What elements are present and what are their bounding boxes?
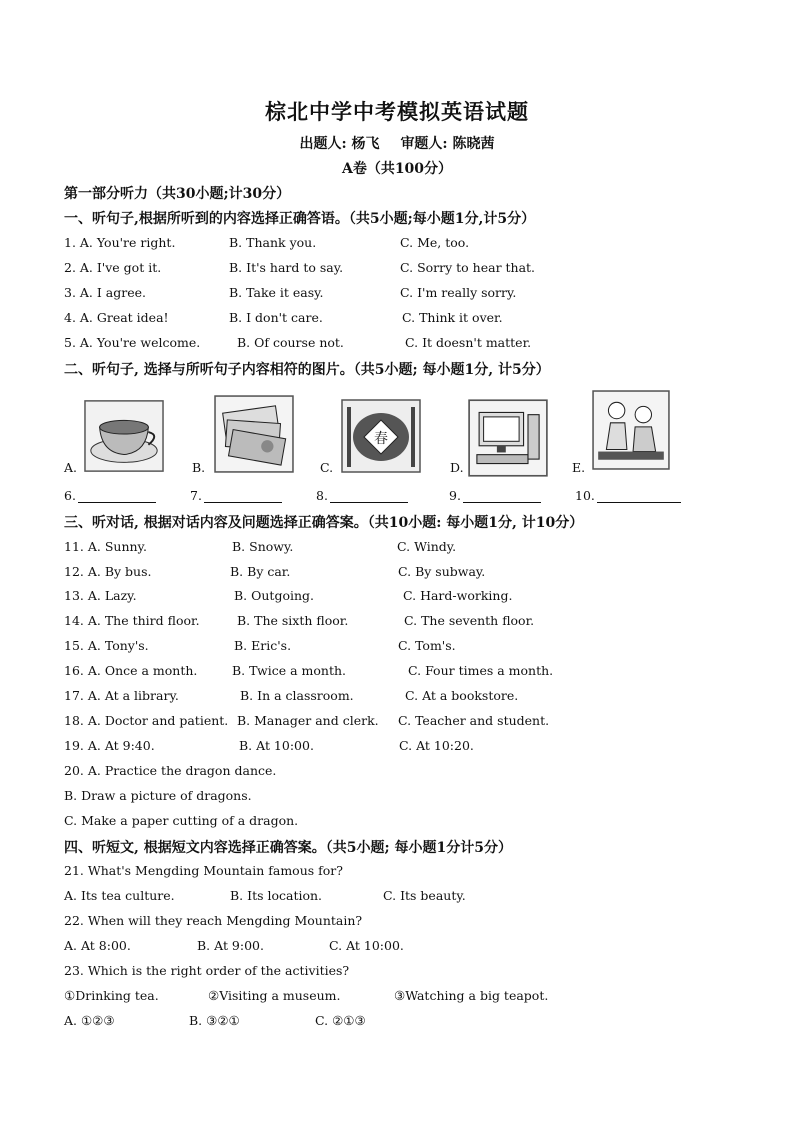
answer-blank-6-label: 6. xyxy=(64,488,76,503)
q23-option-c: C. ②①③ xyxy=(315,1013,366,1028)
q22-option-b: B. At 9:00. xyxy=(197,938,264,953)
q15-option-a: 15. A. Tony's. xyxy=(64,638,149,653)
q4-option-c: C. Think it over. xyxy=(402,310,503,325)
spring-festival-icon xyxy=(341,396,421,476)
answer-blank-9-label: 9. xyxy=(449,488,461,503)
q5-option-a: 5. A. You're welcome. xyxy=(64,335,201,350)
q21-question: 21. What's Mengding Mountain famous for? xyxy=(64,863,343,878)
reviewer: 审题人: 陈晓茜 xyxy=(400,136,495,152)
answer-blank-9[interactable] xyxy=(449,488,541,503)
authors-line xyxy=(0,133,794,153)
q13-option-a: 13. A. Lazy. xyxy=(64,588,137,603)
q2-option-b: B. It's hard to say. xyxy=(229,260,344,275)
answer-blank-10-label: 10. xyxy=(575,488,595,503)
answer-blank-7-label: 7. xyxy=(190,488,202,503)
computer-icon xyxy=(468,398,548,478)
q18-option-a: 18. A. Doctor and patient. xyxy=(64,713,229,728)
q16-option-b: B. Twice a month. xyxy=(232,663,346,678)
q16-option-a: 16. A. Once a month. xyxy=(64,663,198,678)
section1-heading: 一、听句子,根据所听到的内容选择正确答语。（共5小题;每小题1分,计5分） xyxy=(64,211,536,227)
q17-option-a: 17. A. At a library. xyxy=(64,688,179,703)
q4-option-b: B. I don't care. xyxy=(229,310,323,325)
answer-blank-8-label: 8. xyxy=(316,488,328,503)
q20-option-b: B. Draw a picture of dragons. xyxy=(64,788,252,803)
picture-e-label: E. xyxy=(572,460,586,475)
q14-option-c: C. The seventh floor. xyxy=(404,613,535,628)
q12-option-c: C. By subway. xyxy=(398,564,486,579)
page-title: 棕北中学中考模拟英语试题 xyxy=(265,99,529,124)
q13-option-c: C. Hard-working. xyxy=(403,588,513,603)
q21-option-a: A. Its tea culture. xyxy=(64,888,175,903)
elderly-couple-icon xyxy=(591,390,671,470)
picture-d-label: D. xyxy=(450,460,464,475)
answer-blank-10[interactable] xyxy=(575,488,681,503)
banknotes-icon xyxy=(214,394,294,474)
q1-option-c: C. Me, too. xyxy=(400,235,470,250)
q23-option-b: B. ③②① xyxy=(189,1013,240,1028)
q11-option-a: 11. A. Sunny. xyxy=(64,539,147,554)
q1-option-a: 1. A. You're right. xyxy=(64,235,176,250)
section4-heading: 四、听短文, 根据短文内容选择正确答案。（共5小题; 每小题1分计5分） xyxy=(64,840,513,856)
q16-option-c: C. Four times a month. xyxy=(408,663,554,678)
q12-option-a: 12. A. By bus. xyxy=(64,564,152,579)
q17-option-c: C. At a bookstore. xyxy=(405,688,519,703)
q5-option-b: B. Of course not. xyxy=(237,335,344,350)
section3-heading: 三、听对话, 根据对话内容及问题选择正确答案。（共10小题: 每小题1分, 计10分） xyxy=(64,515,584,531)
q21-option-c: C. Its beauty. xyxy=(383,888,466,903)
q23-option-a: A. ①②③ xyxy=(64,1013,115,1028)
q11-option-c: C. Windy. xyxy=(397,539,457,554)
q3-option-b: B. Take it easy. xyxy=(229,285,324,300)
part1-heading: 第一部分听力（共30小题;计30分） xyxy=(64,186,291,202)
answer-blank-7[interactable] xyxy=(190,488,282,503)
q14-option-a: 14. A. The third floor. xyxy=(64,613,200,628)
answer-blank-8[interactable] xyxy=(316,488,408,503)
q22-question: 22. When will they reach Mengding Mountain? xyxy=(64,913,363,928)
q19-option-c: C. At 10:20. xyxy=(399,738,474,753)
answer-blank-6[interactable] xyxy=(64,488,156,503)
q3-option-c: C. I'm really sorry. xyxy=(400,285,517,300)
q2-option-a: 2. A. I've got it. xyxy=(64,260,162,275)
q19-option-b: B. At 10:00. xyxy=(239,738,314,753)
q15-option-b: B. Eric's. xyxy=(234,638,292,653)
q5-option-c: C. It doesn't matter. xyxy=(405,335,532,350)
q15-option-c: C. Tom's. xyxy=(398,638,456,653)
q23-activity-1: ①Drinking tea. xyxy=(64,988,159,1003)
q3-option-a: 3. A. I agree. xyxy=(64,285,146,300)
picture-a-label: A. xyxy=(64,460,78,475)
q20-option-a: 20. A. Practice the dragon dance. xyxy=(64,763,277,778)
volume-label: A卷（共100分） xyxy=(341,161,453,177)
section2-heading: 二、听句子, 选择与所听句子内容相符的图片。（共5小题; 每小题1分, 计5分） xyxy=(64,362,550,378)
q23-activity-3: ③Watching a big teapot. xyxy=(394,988,549,1003)
q1-option-b: B. Thank you. xyxy=(229,235,317,250)
picture-c-label: C. xyxy=(320,460,334,475)
teacup-icon xyxy=(84,396,164,476)
q4-option-a: 4. A. Great idea! xyxy=(64,310,169,325)
q13-option-b: B. Outgoing. xyxy=(234,588,315,603)
q21-option-b: B. Its location. xyxy=(230,888,323,903)
q2-option-c: C. Sorry to hear that. xyxy=(400,260,536,275)
q22-option-a: A. At 8:00. xyxy=(64,938,131,953)
q14-option-b: B. The sixth floor. xyxy=(237,613,349,628)
q12-option-b: B. By car. xyxy=(230,564,291,579)
picture-b-label: B. xyxy=(192,460,206,475)
q18-option-c: C. Teacher and student. xyxy=(398,713,550,728)
setter: 出题人: 杨飞 xyxy=(299,136,380,152)
svg-text:春: 春 xyxy=(374,431,388,447)
q11-option-b: B. Snowy. xyxy=(232,539,294,554)
q18-option-b: B. Manager and clerk. xyxy=(237,713,379,728)
q23-activity-2: ②Visiting a museum. xyxy=(208,988,341,1003)
q20-option-c: C. Make a paper cutting of a dragon. xyxy=(64,813,299,828)
q19-option-a: 19. A. At 9:40. xyxy=(64,738,155,753)
q22-option-c: C. At 10:00. xyxy=(329,938,404,953)
q17-option-b: B. In a classroom. xyxy=(240,688,354,703)
q23-question: 23. Which is the right order of the activities? xyxy=(64,963,350,978)
